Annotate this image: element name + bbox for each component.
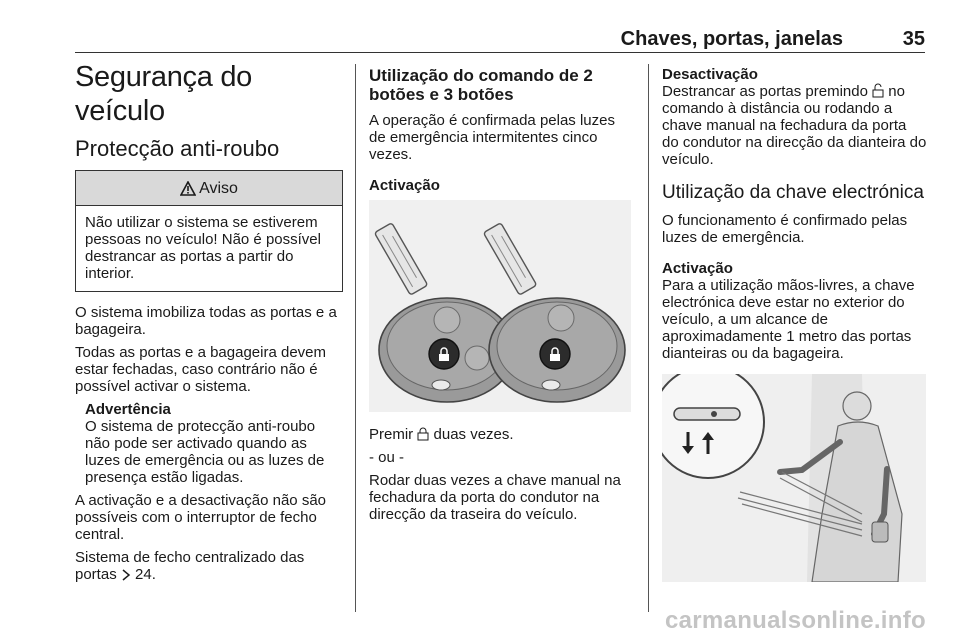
paragraph: Rodar duas vezes a chave manual na fechadura da porta do condutor na direcção da traseira do veículo.	[369, 472, 621, 523]
column-2	[369, 66, 633, 529]
paragraph: Todas as portas e a bagageira devem estar fechadas, caso contrário não é possível activar o sistema.	[75, 344, 326, 395]
note-text: O sistema de protecção anti-roubo não pode ser activado quando as luzes de emergência ou as luzes de presença estão ligadas.	[85, 418, 325, 486]
section-subtitle: Protecção anti-roubo	[75, 136, 280, 161]
column-divider-1	[355, 64, 356, 612]
page-number: 35	[902, 28, 925, 50]
header-rule	[75, 52, 925, 53]
warning-triangle-icon	[180, 181, 196, 196]
press-instruction	[369, 426, 633, 443]
deactivation-instruction	[662, 83, 927, 168]
paragraph: O sistema imobiliza todas as portas e a bagageira.	[75, 304, 337, 338]
deactivation-heading: Desactivação	[662, 66, 758, 83]
paragraph: O funcionamento é confirmado pelas luzes de emergência.	[662, 212, 908, 246]
activation-heading: Activação	[369, 177, 440, 194]
column-3	[662, 66, 927, 596]
page-header	[75, 26, 925, 52]
paragraph: A activação e a desactivação não são possíveis com o interruptor de fecho central.	[75, 492, 327, 543]
section-heading: Utilização do comando de 2 botões e 3 botões	[369, 66, 593, 104]
paragraph-text: no comando à distância ou rodando a chave manual na fechadura da porta do condutor na direcção da dianteira do veículo.	[662, 83, 927, 168]
activation-heading: Activação	[662, 260, 733, 277]
watermark: carmanualsonline.info	[664, 607, 926, 634]
cross-reference-paragraph	[75, 549, 343, 583]
paragraph-text: Destrancar as portas premindo	[662, 83, 868, 100]
page-reference-arrow-icon	[121, 569, 131, 581]
lock-button-icon	[417, 427, 429, 441]
note-heading: Advertência	[85, 401, 171, 418]
paragraph-text: duas vezes.	[433, 426, 514, 443]
note-block	[85, 401, 343, 486]
electronic-key-illustration	[662, 374, 926, 582]
paragraph: A operação é confirmada pelas luzes de emergência intermitentes cinco vezes.	[369, 112, 615, 163]
warning-box	[75, 170, 343, 292]
or-separator: - ou -	[369, 449, 405, 466]
column-divider-2	[648, 64, 649, 612]
section-title: Segurança do veículo	[75, 61, 252, 127]
paragraph-text: Sistema de fecho centralizado das portas	[75, 549, 305, 583]
paragraph-text: Premir	[369, 426, 414, 443]
warning-header	[76, 171, 342, 206]
unlock-button-icon	[872, 83, 884, 98]
chapter-title: Chaves, portas, janelas	[620, 28, 843, 50]
page-reference[interactable]: 24.	[135, 566, 156, 583]
remote-keys-illustration	[369, 200, 631, 412]
key-card-icon	[872, 522, 888, 542]
paragraph: Para a utilização mãos-livres, a chave electrónica deve estar no exterior do veículo, a um alcance de aproximadamente 1 metro das portas dianteiras ou da bagageira.	[662, 277, 915, 362]
warning-text: Não utilizar o sistema se estiverem pessoas no veículo! Não é possível destrancar as portas a partir do interior.	[85, 214, 321, 282]
section-subtitle: Utilização da chave electrónica	[662, 182, 924, 203]
warning-heading: Aviso	[199, 179, 238, 197]
column-1	[75, 60, 343, 589]
